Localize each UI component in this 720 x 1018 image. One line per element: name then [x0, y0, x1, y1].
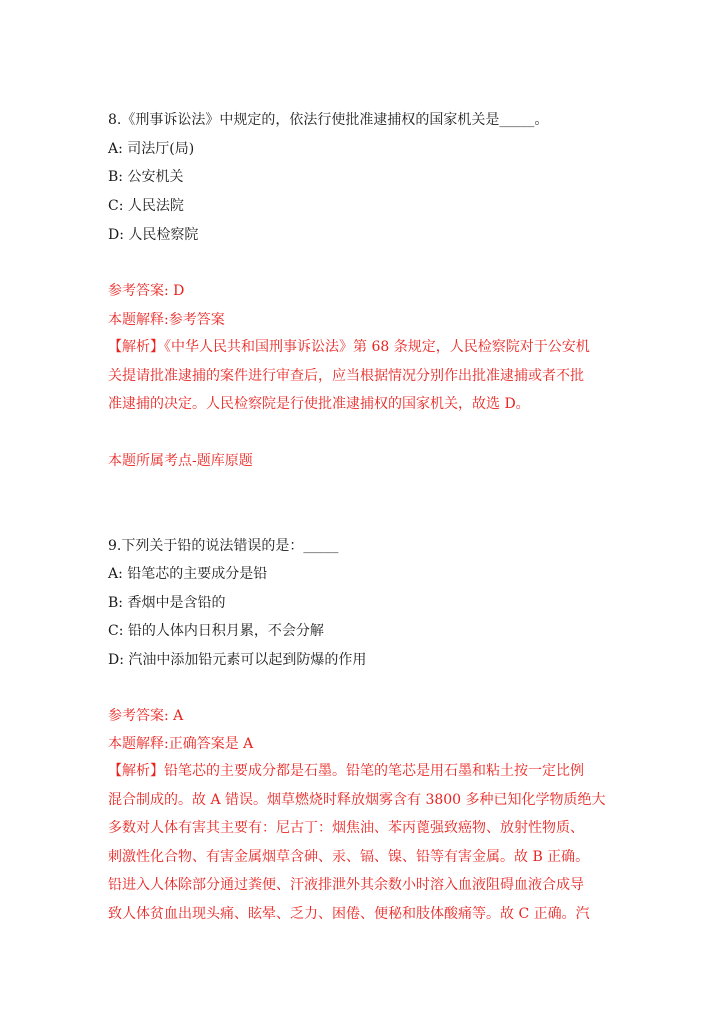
question-9-option-c: C: 铅的人体内日积月累，不会分解 — [108, 623, 324, 639]
question-9-option-b: B: 香烟中是含铅的 — [108, 595, 226, 611]
question-9-explain-title: 本题解释:正确答案是 A — [108, 736, 254, 752]
question-9-option-d: D: 汽油中添加铅元素可以起到防爆的作用 — [108, 652, 367, 668]
analysis-line: 混合制成的。故 A 错误。烟草燃烧时释放烟雾含有 3800 多种已知化学物质绝大 — [108, 791, 606, 808]
analysis-line: 多数对人体有害其主要有：尼古丁：烟焦油、苯丙蓖强致癌物、放射性物质、 — [108, 820, 584, 837]
question-9-option-a: A: 铅笔芯的主要成分是铅 — [108, 566, 268, 582]
analysis-line: 准逮捕的决定。人民检察院是行使批准逮捕权的国家机关，故选 D。 — [108, 396, 530, 413]
question-8-option-d: D: 人民检察院 — [108, 227, 199, 243]
question-9-analysis — [108, 757, 608, 929]
question-8-answer: 参考答案: D — [108, 283, 185, 299]
question-8-stem: 8.《刑事诉讼法》中规定的，依法行使批准逮捕权的国家机关是_____。 — [108, 112, 549, 128]
analysis-line: 【解析】铅笔芯的主要成分都是石墨。铅笔的笔芯是用石墨和粘土按一定比例 — [108, 763, 584, 779]
analysis-line: 【解析】《中华人民共和国刑事诉讼法》第 68 条规定，人民检察院对于公安机 — [108, 339, 590, 355]
question-8-analysis — [108, 333, 608, 419]
question-8-option-c: C: 人民法院 — [108, 198, 184, 214]
analysis-line: 致人体贫血出现头痛、眩晕、乏力、困倦、便秘和肢体酸痛等。故 C 正确。汽 — [108, 905, 590, 922]
analysis-line: 刺激性化合物、有害金属烟草含砷、汞、镉、镍、铅等有害金属。故 B 正确。 — [108, 848, 590, 865]
question-8-topic: 本题所属考点-题库原题 — [108, 453, 253, 469]
question-9-answer: 参考答案: A — [108, 708, 184, 724]
question-8-option-a: A: 司法厅(局) — [108, 141, 195, 157]
analysis-line: 关提请批准逮捕的案件进行审查后，应当根据情况分别作出批准逮捕或者不批 — [108, 367, 584, 384]
analysis-line: 铅进入人体除部分通过粪便、汗液排泄外其余数小时溶入血液阻碍血液合成导 — [108, 877, 584, 894]
question-9-stem: 9.下列关于铅的说法错误的是：_____ — [108, 538, 339, 554]
question-8-explain-title: 本题解释:参考答案 — [108, 312, 225, 328]
question-8-option-b: B: 公安机关 — [108, 169, 184, 185]
